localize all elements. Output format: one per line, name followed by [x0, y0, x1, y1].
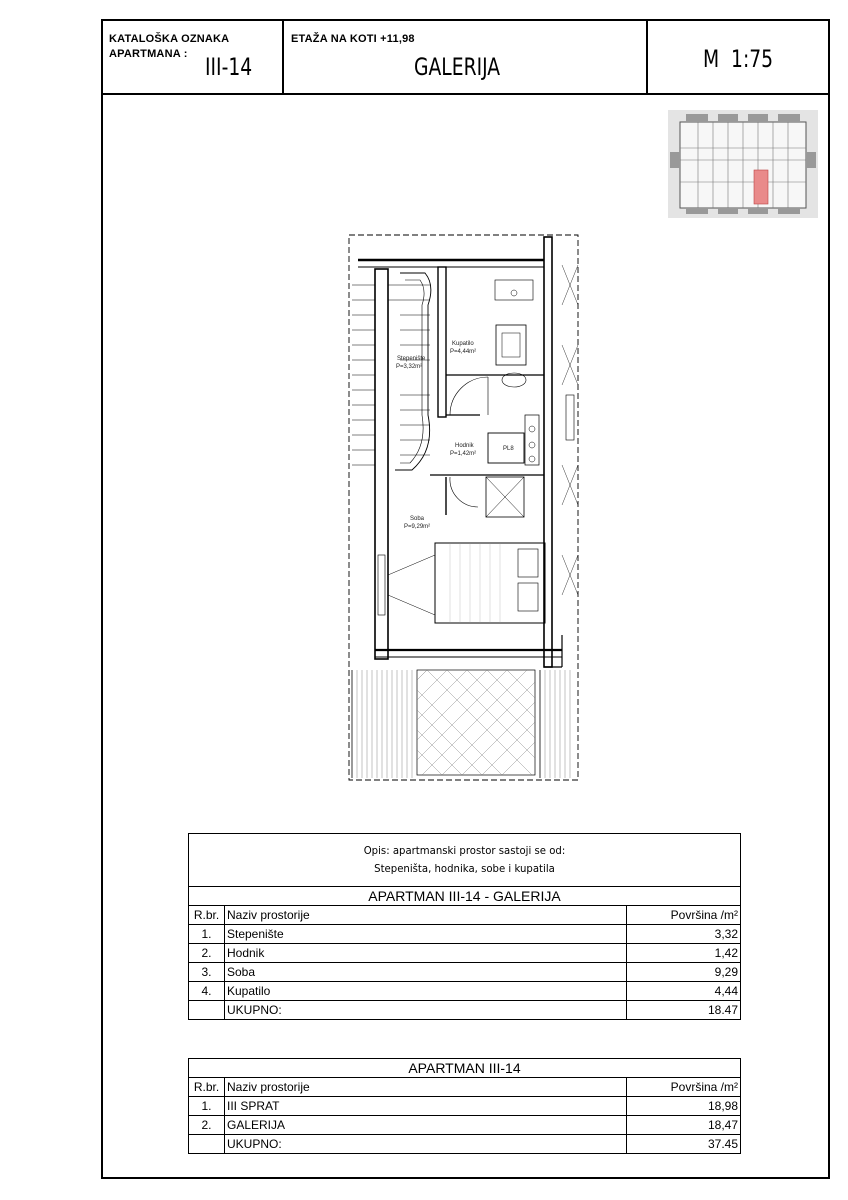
table-header-row: [189, 906, 741, 925]
room-label-bathroom: Kupatilo: [452, 341, 474, 347]
room-name: GALERIJA: [224, 1116, 626, 1135]
description-box: [188, 833, 741, 887]
col-area: Površina /m²: [627, 906, 741, 925]
table-total-row: [189, 1001, 741, 1020]
room-area: 1,42: [627, 944, 741, 963]
area-table-galerija: [188, 886, 741, 1020]
room-area-stairs: P=3,32m²: [396, 364, 423, 370]
room-name: Soba: [224, 963, 626, 982]
floor-plan: [300, 225, 600, 790]
col-name: Naziv prostorije: [224, 1078, 626, 1097]
col-rbr: R.br.: [189, 906, 225, 925]
room-label-stairs: Stepenište: [397, 356, 426, 362]
room-area: 9,29: [627, 963, 741, 982]
col-name: Naziv prostorije: [224, 906, 626, 925]
empty-cell: [189, 1135, 225, 1154]
table-header-row: [189, 1078, 741, 1097]
room-area: 3,32: [627, 925, 741, 944]
description-line2: Stepeništa, hodnika, sobe i kupatila: [374, 862, 555, 875]
col-area: Površina /m²: [627, 1078, 741, 1097]
table-row: [189, 1097, 741, 1116]
total-label: UKUPNO:: [224, 1135, 626, 1154]
room-name: Kupatilo: [224, 982, 626, 1001]
key-plan: [668, 110, 818, 218]
catalog-label-line2: APARTMANA :: [109, 48, 188, 60]
table-row: [189, 963, 741, 982]
apartment-code: III-14: [205, 53, 253, 81]
room-name: Stepenište: [224, 925, 626, 944]
room-area: 4,44: [627, 982, 741, 1001]
room-name: Hodnik: [224, 944, 626, 963]
room-area-room: P=9,29m²: [404, 524, 431, 530]
total-label: UKUPNO:: [224, 1001, 626, 1020]
equipment-tag: PL8: [503, 446, 514, 452]
total-value: 37.45: [627, 1135, 741, 1154]
floor-label: ETAŽA NA KOTI +11,98: [291, 33, 415, 45]
row-number: 4.: [189, 982, 225, 1001]
area-table-apartment: [188, 1058, 741, 1154]
key-plan-highlight: [754, 170, 768, 204]
scale-cell: [648, 19, 828, 93]
table-row: [189, 1116, 741, 1135]
total-value: 18.47: [627, 1001, 741, 1020]
catalog-label-line1: KATALOŠKA OZNAKA: [109, 33, 230, 45]
room-label-hall: Hodnik: [455, 443, 474, 449]
room-area: 18,98: [627, 1097, 741, 1116]
row-number: 1.: [189, 925, 225, 944]
row-number: 3.: [189, 963, 225, 982]
room-area: 18,47: [627, 1116, 741, 1135]
floor-cell: [284, 19, 648, 93]
room-area-bathroom: P=4,44m²: [450, 349, 477, 355]
catalog-cell: [101, 19, 284, 93]
room-label-room: Soba: [410, 516, 425, 522]
table2-title: APARTMAN III-14: [189, 1059, 741, 1078]
room-name: III SPRAT: [224, 1097, 626, 1116]
table1-title: APARTMAN III-14 - GALERIJA: [189, 887, 741, 906]
scale-text: M 1:75: [703, 45, 774, 73]
room-area-hall: P=1,42m²: [450, 451, 477, 457]
title-block: [101, 19, 830, 95]
table-row: [189, 982, 741, 1001]
description-line1: Opis: apartmanski prostor sastoji se od:: [363, 844, 566, 857]
floor-name: GALERIJA: [414, 53, 501, 81]
row-number: 2.: [189, 944, 225, 963]
row-number: 2.: [189, 1116, 225, 1135]
row-number: 1.: [189, 1097, 225, 1116]
table-row: [189, 944, 741, 963]
table-row: [189, 925, 741, 944]
empty-cell: [189, 1001, 225, 1020]
table-total-row: [189, 1135, 741, 1154]
col-rbr: R.br.: [189, 1078, 225, 1097]
